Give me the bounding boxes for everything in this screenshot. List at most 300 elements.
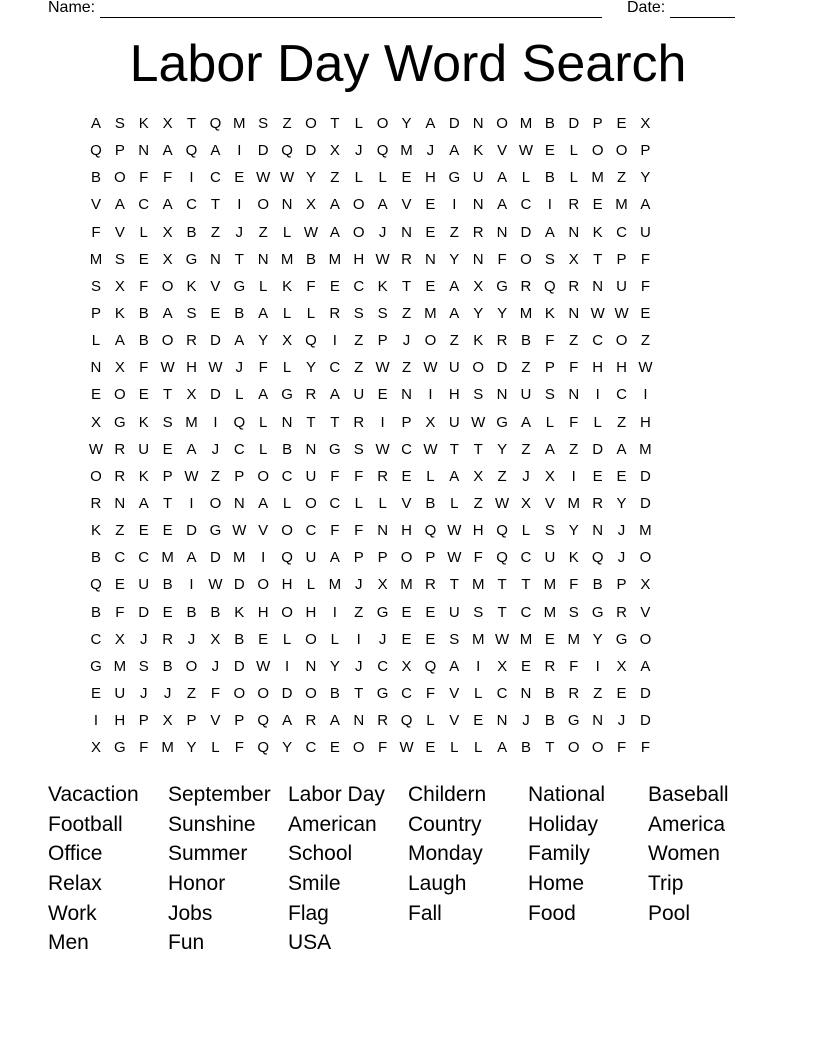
grid-letter[interactable]: D	[640, 467, 651, 485]
grid-letter[interactable]: N	[281, 196, 293, 214]
grid-letter[interactable]: Z	[616, 413, 627, 431]
grid-letter[interactable]: X	[114, 630, 125, 648]
grid-letter[interactable]: H	[424, 169, 436, 187]
grid-letter[interactable]: W	[471, 413, 486, 431]
grid-letter[interactable]: T	[401, 277, 412, 295]
grid-letter[interactable]: L	[306, 304, 316, 322]
grid-letter[interactable]: E	[592, 467, 603, 485]
grid-letter[interactable]: I	[189, 494, 194, 512]
grid-letter[interactable]: N	[114, 494, 126, 512]
grid-letter[interactable]: O	[281, 603, 293, 621]
grid-letter[interactable]: N	[520, 684, 532, 702]
grid-letter[interactable]: M	[519, 115, 533, 132]
grid-letter[interactable]: V	[544, 494, 555, 512]
grid-letter[interactable]: A	[497, 739, 508, 757]
grid-letter[interactable]: E	[425, 196, 436, 214]
grid-letter[interactable]: J	[522, 467, 530, 485]
grid-letter[interactable]: O	[424, 332, 437, 350]
grid-letter[interactable]: C	[90, 630, 102, 648]
grid-letter[interactable]: G	[90, 657, 102, 675]
grid-letter[interactable]: P	[186, 712, 197, 730]
grid-letter[interactable]: R	[401, 250, 412, 268]
grid-letter[interactable]: O	[305, 684, 317, 702]
grid-letter[interactable]: B	[186, 603, 197, 621]
grid-letter[interactable]: G	[185, 250, 198, 268]
grid-letter[interactable]: A	[497, 196, 508, 214]
grid-letter[interactable]: B	[186, 223, 197, 241]
grid-letter[interactable]: S	[114, 250, 125, 268]
grid-letter[interactable]: C	[616, 223, 627, 241]
grid-letter[interactable]: T	[521, 576, 531, 594]
grid-letter[interactable]: O	[161, 277, 174, 295]
grid-letter[interactable]: N	[568, 386, 580, 404]
grid-letter[interactable]: R	[186, 332, 197, 350]
grid-letter[interactable]: J	[235, 223, 244, 241]
grid-letter[interactable]: E	[425, 603, 436, 621]
grid-letter[interactable]: Y	[282, 739, 293, 757]
grid-letter[interactable]: W	[160, 359, 175, 377]
grid-letter[interactable]: G	[209, 522, 222, 540]
grid-letter[interactable]: C	[520, 549, 532, 567]
grid-letter[interactable]: T	[234, 250, 244, 268]
grid-letter[interactable]: C	[305, 522, 317, 540]
grid-letter[interactable]: X	[568, 250, 579, 268]
grid-letter[interactable]: O	[90, 467, 102, 485]
grid-letter[interactable]: S	[377, 304, 388, 322]
grid-letter[interactable]: M	[424, 304, 437, 322]
grid-letter[interactable]: E	[138, 250, 149, 268]
grid-letter[interactable]: W	[256, 169, 271, 187]
grid-letter[interactable]: W	[208, 359, 223, 377]
grid-letter[interactable]: B	[282, 440, 293, 458]
grid-letter[interactable]: X	[90, 413, 101, 431]
grid-letter[interactable]: E	[377, 386, 388, 404]
grid-letter[interactable]: E	[425, 739, 436, 757]
grid-letter[interactable]: R	[424, 576, 436, 594]
grid-letter[interactable]: R	[305, 386, 317, 404]
grid-letter[interactable]: E	[473, 712, 484, 730]
grid-letter[interactable]: T	[449, 576, 459, 594]
grid-letter[interactable]: G	[114, 739, 126, 757]
grid-letter[interactable]: V	[114, 223, 125, 241]
grid-letter[interactable]: J	[139, 630, 148, 648]
grid-letter[interactable]: W	[303, 223, 319, 241]
grid-letter[interactable]: O	[639, 549, 652, 567]
grid-letter[interactable]: B	[520, 739, 531, 757]
grid-letter[interactable]: I	[428, 386, 433, 404]
grid-letter[interactable]: M	[328, 576, 342, 594]
grid-letter[interactable]: G	[114, 413, 126, 431]
grid-letter[interactable]: O	[257, 576, 270, 594]
grid-letter[interactable]: A	[258, 304, 269, 322]
grid-letter[interactable]: Q	[90, 142, 102, 160]
grid-letter[interactable]: F	[234, 739, 244, 757]
grid-letter[interactable]: I	[595, 386, 600, 404]
grid-letter[interactable]: L	[282, 630, 292, 648]
grid-letter[interactable]: D	[233, 576, 245, 594]
grid-letter[interactable]: Y	[258, 332, 269, 350]
grid-letter[interactable]: T	[163, 494, 173, 512]
grid-letter[interactable]: J	[522, 712, 530, 730]
grid-letter[interactable]: R	[90, 494, 102, 512]
grid-letter[interactable]: L	[354, 169, 363, 187]
grid-letter[interactable]: Y	[568, 522, 579, 540]
grid-letter[interactable]: F	[115, 603, 125, 621]
grid-letter[interactable]: R	[568, 684, 580, 702]
grid-letter[interactable]: X	[186, 386, 197, 404]
grid-letter[interactable]: B	[90, 169, 101, 187]
grid-letter[interactable]: Z	[449, 332, 459, 350]
grid-letter[interactable]: P	[401, 413, 412, 431]
grid-letter[interactable]: E	[162, 522, 173, 540]
grid-letter[interactable]: R	[592, 494, 604, 512]
grid-letter[interactable]: K	[90, 522, 101, 540]
grid-letter[interactable]: N	[401, 223, 412, 241]
grid-letter[interactable]: N	[496, 712, 508, 730]
grid-letter[interactable]: Q	[257, 739, 270, 757]
grid-letter[interactable]: Q	[424, 657, 437, 675]
grid-letter[interactable]: D	[233, 657, 245, 675]
grid-letter[interactable]: W	[423, 359, 438, 377]
grid-letter[interactable]: X	[640, 115, 651, 132]
grid-letter[interactable]: E	[616, 684, 627, 702]
grid-letter[interactable]: B	[520, 332, 531, 350]
grid-letter[interactable]: J	[354, 657, 363, 675]
grid-letter[interactable]: X	[425, 413, 436, 431]
grid-letter[interactable]: N	[401, 386, 412, 404]
grid-letter[interactable]: A	[640, 657, 651, 675]
grid-letter[interactable]: K	[377, 277, 388, 295]
grid-letter[interactable]: B	[138, 332, 149, 350]
grid-letter[interactable]: Y	[305, 169, 316, 187]
grid-letter[interactable]: F	[354, 467, 364, 485]
grid-letter[interactable]: A	[377, 196, 388, 214]
grid-letter[interactable]: Z	[569, 332, 579, 350]
grid-letter[interactable]: W	[399, 739, 414, 757]
grid-letter[interactable]: Q	[257, 712, 270, 730]
grid-letter[interactable]: Z	[593, 684, 603, 702]
grid-letter[interactable]: M	[567, 630, 580, 648]
grid-letter[interactable]: Z	[354, 359, 364, 377]
grid-letter[interactable]: L	[330, 630, 340, 648]
grid-letter[interactable]: W	[375, 359, 390, 377]
grid-letter[interactable]: L	[139, 223, 148, 241]
grid-letter[interactable]: M	[567, 494, 580, 512]
grid-letter[interactable]: Q	[376, 142, 389, 160]
grid-letter[interactable]: W	[495, 494, 510, 512]
grid-letter[interactable]: L	[306, 576, 316, 594]
grid-letter[interactable]: Z	[115, 522, 125, 540]
grid-letter[interactable]: H	[640, 413, 651, 431]
grid-letter[interactable]: E	[425, 277, 436, 295]
grid-letter[interactable]: C	[138, 549, 150, 567]
grid-letter[interactable]: Q	[591, 549, 604, 567]
grid-letter[interactable]: Q	[233, 413, 246, 431]
grid-letter[interactable]: Y	[186, 739, 197, 757]
grid-letter[interactable]: A	[520, 413, 531, 431]
grid-letter[interactable]: F	[640, 739, 651, 757]
grid-letter[interactable]: I	[332, 332, 337, 350]
grid-letter[interactable]: K	[114, 304, 125, 322]
grid-letter[interactable]: W	[447, 522, 462, 540]
grid-letter[interactable]: T	[306, 413, 316, 431]
grid-letter[interactable]: E	[640, 304, 651, 322]
grid-letter[interactable]: C	[114, 549, 126, 567]
grid-letter[interactable]: A	[329, 196, 340, 214]
grid-letter[interactable]: P	[138, 712, 149, 730]
grid-letter[interactable]: L	[282, 223, 292, 241]
grid-letter[interactable]: Z	[521, 359, 531, 377]
grid-letter[interactable]: T	[163, 386, 173, 404]
name-field[interactable]	[48, 0, 602, 18]
grid-letter[interactable]: X	[544, 467, 555, 485]
grid-letter[interactable]: M	[400, 576, 413, 594]
grid-letter[interactable]: M	[471, 630, 485, 648]
grid-letter[interactable]: L	[426, 467, 435, 485]
grid-letter[interactable]: W	[375, 250, 390, 268]
grid-letter[interactable]: O	[233, 684, 246, 702]
grid-letter[interactable]: Y	[401, 115, 412, 132]
grid-letter[interactable]: B	[544, 712, 555, 730]
grid-letter[interactable]: U	[544, 549, 556, 567]
grid-letter[interactable]: E	[234, 169, 245, 187]
grid-letter[interactable]: V	[449, 684, 460, 702]
grid-letter[interactable]: S	[162, 413, 173, 431]
grid-letter[interactable]: O	[305, 115, 317, 132]
grid-letter[interactable]: O	[305, 630, 317, 648]
grid-letter[interactable]: E	[138, 386, 149, 404]
grid-letter[interactable]: W	[495, 630, 510, 648]
grid-letter[interactable]: A	[449, 304, 460, 322]
grid-letter[interactable]: J	[402, 332, 411, 350]
grid-letter[interactable]: N	[424, 250, 436, 268]
grid-letter[interactable]: O	[520, 250, 532, 268]
grid-letter[interactable]: Q	[185, 142, 198, 160]
grid-letter[interactable]: O	[376, 115, 389, 132]
grid-letter[interactable]: E	[90, 684, 101, 702]
grid-letter[interactable]: N	[281, 413, 293, 431]
grid-letter[interactable]: Y	[592, 630, 603, 648]
grid-letter[interactable]: U	[448, 413, 460, 431]
grid-letter[interactable]: F	[569, 359, 579, 377]
grid-letter[interactable]: E	[210, 304, 221, 322]
grid-letter[interactable]: X	[114, 277, 125, 295]
grid-letter[interactable]: C	[186, 196, 197, 214]
grid-letter[interactable]: E	[138, 522, 149, 540]
grid-letter[interactable]: I	[213, 413, 218, 431]
grid-letter[interactable]: F	[163, 169, 173, 187]
date-field[interactable]	[627, 0, 735, 18]
grid-letter[interactable]: M	[471, 576, 485, 594]
grid-letter[interactable]: I	[189, 169, 194, 187]
grid-letter[interactable]: K	[592, 223, 603, 241]
grid-letter[interactable]: Z	[401, 359, 412, 377]
grid-letter[interactable]: X	[473, 277, 484, 295]
grid-letter[interactable]: D	[209, 549, 221, 567]
grid-letter[interactable]: K	[138, 413, 149, 431]
grid-letter[interactable]: L	[259, 277, 268, 295]
grid-letter[interactable]: Y	[305, 359, 316, 377]
grid-letter[interactable]: M	[543, 603, 557, 621]
grid-letter[interactable]: D	[138, 603, 150, 621]
grid-letter[interactable]: D	[640, 684, 651, 702]
grid-letter[interactable]: Q	[305, 332, 317, 350]
grid-letter[interactable]: D	[186, 522, 197, 540]
grid-letter[interactable]: G	[591, 603, 604, 621]
grid-letter[interactable]: K	[138, 467, 149, 485]
grid-letter[interactable]: W	[614, 304, 629, 322]
grid-letter[interactable]: F	[139, 739, 149, 757]
grid-letter[interactable]: W	[184, 467, 199, 485]
grid-letter[interactable]: C	[138, 196, 150, 214]
grid-letter[interactable]: L	[474, 739, 483, 757]
grid-letter[interactable]: D	[568, 115, 580, 132]
grid-letter[interactable]: B	[305, 250, 316, 268]
grid-letter[interactable]: F	[139, 359, 149, 377]
grid-letter[interactable]: A	[234, 332, 245, 350]
grid-letter[interactable]: X	[162, 712, 173, 730]
grid-letter[interactable]: M	[233, 115, 246, 132]
grid-letter[interactable]: U	[448, 359, 460, 377]
grid-letter[interactable]: F	[139, 277, 149, 295]
grid-letter[interactable]: I	[595, 657, 600, 675]
grid-letter[interactable]: J	[163, 684, 172, 702]
grid-letter[interactable]: K	[138, 115, 149, 132]
grid-letter[interactable]: G	[329, 440, 341, 458]
grid-letter[interactable]: O	[185, 657, 198, 675]
grid-letter[interactable]: K	[544, 304, 555, 322]
grid-letter[interactable]: M	[639, 440, 652, 458]
grid-letter[interactable]: K	[282, 277, 293, 295]
grid-letter[interactable]: N	[305, 440, 317, 458]
grid-letter[interactable]: N	[592, 712, 604, 730]
grid-letter[interactable]: F	[258, 359, 268, 377]
grid-letter[interactable]: B	[329, 684, 340, 702]
grid-letter[interactable]: R	[616, 603, 627, 621]
grid-letter[interactable]: G	[496, 277, 508, 295]
grid-letter[interactable]: Z	[401, 304, 412, 322]
grid-letter[interactable]: A	[449, 277, 460, 295]
grid-letter[interactable]: V	[90, 196, 101, 214]
grid-letter[interactable]: M	[519, 304, 533, 322]
grid-letter[interactable]: G	[376, 684, 389, 702]
grid-letter[interactable]: B	[90, 603, 101, 621]
grid-letter[interactable]: C	[592, 332, 604, 350]
grid-letter[interactable]: N	[257, 250, 269, 268]
grid-letter[interactable]: X	[329, 142, 340, 160]
grid-letter[interactable]: X	[162, 223, 173, 241]
grid-letter[interactable]: W	[447, 549, 462, 567]
grid-letter[interactable]: N	[90, 359, 102, 377]
grid-letter[interactable]: V	[210, 277, 221, 295]
grid-letter[interactable]: K	[186, 277, 197, 295]
grid-letter[interactable]: W	[375, 440, 390, 458]
grid-letter[interactable]: R	[377, 712, 389, 730]
grid-letter[interactable]: T	[186, 115, 197, 132]
grid-letter[interactable]: T	[449, 440, 459, 458]
grid-letter[interactable]: A	[544, 223, 555, 241]
grid-letter[interactable]: L	[378, 494, 387, 512]
grid-letter[interactable]: D	[520, 223, 532, 241]
grid-letter[interactable]: U	[616, 277, 627, 295]
grid-letter[interactable]: C	[209, 169, 221, 187]
grid-letter[interactable]: Z	[616, 169, 627, 187]
grid-letter[interactable]: G	[376, 603, 389, 621]
grid-letter[interactable]: Q	[544, 277, 556, 295]
grid-letter[interactable]: X	[640, 576, 651, 594]
grid-letter[interactable]: P	[425, 549, 436, 567]
grid-letter[interactable]: M	[543, 576, 557, 594]
grid-letter[interactable]: C	[401, 440, 412, 458]
grid-letter[interactable]: B	[90, 549, 101, 567]
grid-letter[interactable]: E	[616, 115, 627, 132]
grid-letter[interactable]: A	[162, 142, 173, 160]
grid-letter[interactable]: F	[569, 413, 579, 431]
grid-letter[interactable]: R	[114, 440, 126, 458]
grid-letter[interactable]: D	[640, 712, 651, 730]
grid-letter[interactable]: N	[496, 223, 508, 241]
grid-letter[interactable]: Y	[449, 250, 460, 268]
grid-letter[interactable]: C	[520, 603, 532, 621]
grid-letter[interactable]: L	[259, 413, 268, 431]
grid-letter[interactable]: A	[544, 440, 555, 458]
grid-letter[interactable]: E	[520, 657, 531, 675]
grid-letter[interactable]: Y	[329, 657, 340, 675]
grid-letter[interactable]: X	[162, 115, 173, 132]
grid-letter[interactable]: L	[593, 413, 602, 431]
grid-letter[interactable]: G	[233, 277, 246, 295]
grid-letter[interactable]: V	[401, 494, 412, 512]
grid-letter[interactable]: V	[640, 603, 651, 621]
name-line[interactable]	[100, 3, 602, 18]
grid-letter[interactable]: Q	[496, 522, 508, 540]
grid-letter[interactable]: R	[568, 196, 580, 214]
grid-letter[interactable]: D	[592, 440, 604, 458]
grid-letter[interactable]: E	[162, 603, 173, 621]
grid-letter[interactable]: X	[305, 196, 316, 214]
grid-letter[interactable]: O	[305, 494, 317, 512]
grid-letter[interactable]: R	[544, 657, 556, 675]
grid-letter[interactable]: L	[521, 169, 531, 187]
grid-letter[interactable]: C	[281, 467, 293, 485]
grid-letter[interactable]: T	[545, 739, 555, 757]
grid-letter[interactable]: I	[356, 630, 361, 648]
grid-letter[interactable]: E	[592, 196, 603, 214]
grid-letter[interactable]: M	[233, 549, 246, 567]
grid-letter[interactable]: J	[354, 576, 363, 594]
grid-letter[interactable]: N	[377, 522, 389, 540]
grid-letter[interactable]: R	[114, 467, 126, 485]
grid-letter[interactable]: L	[282, 359, 292, 377]
grid-letter[interactable]: R	[496, 332, 508, 350]
grid-letter[interactable]: N	[496, 386, 508, 404]
grid-letter[interactable]: O	[257, 196, 270, 214]
grid-letter[interactable]: O	[114, 169, 126, 187]
grid-letter[interactable]: A	[162, 196, 173, 214]
grid-letter[interactable]: S	[186, 304, 197, 322]
grid-letter[interactable]: R	[472, 223, 484, 241]
grid-letter[interactable]: A	[138, 494, 149, 512]
grid-letter[interactable]: U	[138, 576, 150, 594]
grid-letter[interactable]: V	[210, 712, 221, 730]
grid-letter[interactable]: Q	[424, 522, 437, 540]
grid-letter[interactable]: Z	[210, 223, 220, 241]
grid-letter[interactable]: Q	[400, 712, 413, 730]
grid-letter[interactable]: O	[567, 739, 580, 757]
grid-letter[interactable]: A	[114, 332, 125, 350]
grid-letter[interactable]: X	[520, 494, 531, 512]
grid-letter[interactable]: F	[640, 250, 651, 268]
